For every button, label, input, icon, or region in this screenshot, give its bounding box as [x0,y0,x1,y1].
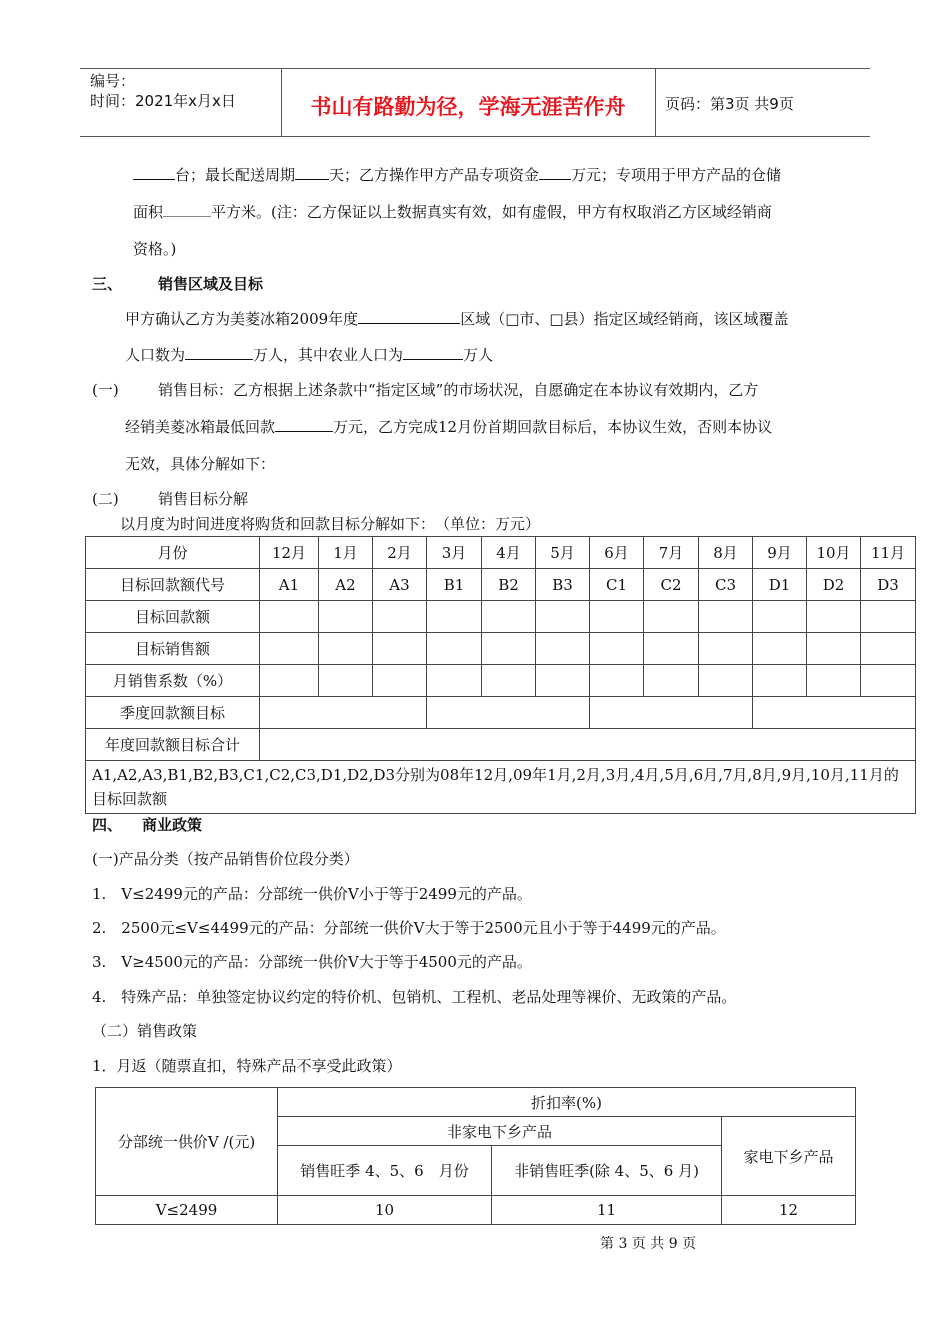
code-cell: A3 [373,569,427,601]
empty-cell [699,633,753,665]
body-line: 无效，具体分解如下： [125,455,276,473]
body-line: 销售目标：乙方根据上述条款中“指定区域”的市场状况，自愿确定在本协议有效期内，乙方 [158,381,759,399]
empty-cell [319,601,373,633]
code-cell: B2 [482,569,536,601]
month-cell: 7月 [644,537,699,569]
month-cell: 4月 [482,537,536,569]
empty-cell [427,601,482,633]
header-motto: 书山有路勤为径，学海无涯苦作舟 [310,95,626,119]
month-cell: 2月 [373,537,427,569]
table-row [86,633,916,665]
policy-line: 4. 特殊产品：单独签定协议约定的特价机、包销机、工程机、老品处理等裸价、无政策的产品。 [92,988,737,1006]
table-row [86,569,916,601]
empty-cell [699,601,753,633]
month-cell: 12月 [260,537,319,569]
code-cell: D3 [861,569,916,601]
empty-cell [482,633,536,665]
row-label: 季度回款额目标 [86,697,260,729]
body-line: 经销美菱冰箱最低回款 万元，乙方完成12月份首期回款目标后，本协议生效，否则本协议 [125,418,773,436]
body-line: 面积 平方米。(注：乙方保证以上数据真实有效，如有虚假，甲方有权取消乙方区域经销商 [133,203,772,221]
empty-cell [536,633,590,665]
empty-cell [319,633,373,665]
section-title: 销售区域及目标 [158,275,264,293]
empty-cell [260,633,319,665]
empty-cell [753,633,807,665]
empty-cell [373,633,427,665]
empty-cell [861,633,916,665]
body-line: 资格。) [133,240,177,258]
non-rural-header: 非家电下乡产品 [278,1117,722,1146]
empty-cell [427,633,482,665]
empty-cell [590,633,644,665]
month-cell: 10月 [807,537,861,569]
page-header [80,68,870,137]
discount-table [95,1087,856,1225]
doc-date: 时间：2021年x月x日 [90,92,236,110]
empty-cell [807,601,861,633]
peak-header: 销售旺季 4、5、6 月份 [278,1146,492,1196]
section-number: 四、 [92,816,123,834]
empty-cell [536,601,590,633]
policy-line: (一)产品分类（按产品销售价位段分类） [92,850,359,868]
sales-target-table [85,536,916,814]
policy-line: 1．月返（随票直扣，特殊产品不享受此政策） [92,1057,402,1075]
empty-cell [260,665,319,697]
empty-cell [807,665,861,697]
table-row [86,537,916,569]
row-label: 目标回款额代号 [86,569,260,601]
table-row [86,665,916,697]
month-cell: 11月 [861,537,916,569]
code-cell: C3 [699,569,753,601]
empty-cell [753,601,807,633]
empty-cell [319,665,373,697]
table-note: A1,A2,A3,B1,B2,B3,C1,C2,C3,D1,D2,D3分别为08年12月,09年1月,2月,3月,4月,5月,6月,7月,8月,9月,10月,11月的目标回款额 [86,761,916,814]
quarter-cell [753,697,916,729]
row-label: 月销售系数（%） [86,665,260,697]
row-label: 年度回款额目标合计 [86,729,260,761]
row-label: 月份 [86,537,260,569]
item-title: 销售目标分解 [158,490,249,508]
empty-cell [536,665,590,697]
page-footer: 第 3 页 共 9 页 [600,1236,697,1252]
policy-line: 2. 2500元≤V≤4499元的产品：分部统一供价V大于等于2500元且小于等于4499元的产品。 [92,919,726,937]
section-number: 三、 [92,275,123,293]
empty-cell [699,665,753,697]
rural-cell: 12 [722,1196,856,1225]
body-line: 人口数为 万人，其中农业人口为 万人 [125,346,494,364]
quarter-cell [590,697,753,729]
empty-cell [861,601,916,633]
month-cell: 5月 [536,537,590,569]
empty-cell [260,601,319,633]
item-number: (二) [92,490,119,508]
empty-cell [753,665,807,697]
code-cell: B3 [536,569,590,601]
table-row [86,697,916,729]
doc-number: 编号： [90,72,136,90]
empty-cell [590,665,644,697]
annual-total-cell [260,729,916,761]
divider [655,69,656,136]
body-line: 台；最长配送周期 天；乙方操作甲方产品专项资金 万元；专项用于甲方产品的仓储 [133,165,781,185]
off-peak-header: 非销售旺季(除 4、5、6 月) [492,1146,722,1196]
policy-line: 3. V≥4500元的产品：分部统一供价V大于等于4500元的产品。 [92,953,532,971]
empty-cell [373,601,427,633]
header-meta [90,71,236,111]
empty-cell [482,601,536,633]
code-cell: C2 [644,569,699,601]
table-caption: 以月度为时间进度将购货和回款目标分解如下： （单位：万元） [120,515,541,533]
empty-cell [861,665,916,697]
code-cell: A2 [319,569,373,601]
month-cell: 1月 [319,537,373,569]
code-cell: D1 [753,569,807,601]
empty-cell [590,601,644,633]
month-cell: 3月 [427,537,482,569]
table-row [86,761,916,814]
empty-cell [807,633,861,665]
policy-line: 1. V≤2499元的产品：分部统一供价V小于等于2499元的产品。 [92,885,532,903]
quarter-cell [427,697,590,729]
code-cell: D2 [807,569,861,601]
empty-cell [644,665,699,697]
table-row [86,729,916,761]
section-title: 商业政策 [142,816,203,834]
discount-header: 折扣率(%) [278,1088,856,1117]
price-cell: V≤2499 [96,1196,278,1225]
rural-header: 家电下乡产品 [722,1117,856,1196]
price-header: 分部统一供价V /(元) [96,1088,278,1196]
table-row [86,601,916,633]
row-label: 目标回款额 [86,601,260,633]
policy-line: （二）销售政策 [92,1022,198,1040]
month-cell: 8月 [699,537,753,569]
code-cell: C1 [590,569,644,601]
code-cell: A1 [260,569,319,601]
month-cell: 9月 [753,537,807,569]
empty-cell [427,665,482,697]
empty-cell [644,601,699,633]
quarter-cell [260,697,427,729]
header-page-number: 页码：第3页 共9页 [665,95,794,113]
code-cell: B1 [427,569,482,601]
body-line: 甲方确认乙方为美菱冰箱2009年度 区域（□市、□县）指定区域经销商，该区域覆盖 [125,310,789,328]
item-number: (一) [92,381,119,399]
month-cell: 6月 [590,537,644,569]
empty-cell [644,633,699,665]
off-peak-cell: 11 [492,1196,722,1225]
empty-cell [482,665,536,697]
empty-cell [373,665,427,697]
row-label: 目标销售额 [86,633,260,665]
peak-cell: 10 [278,1196,492,1225]
